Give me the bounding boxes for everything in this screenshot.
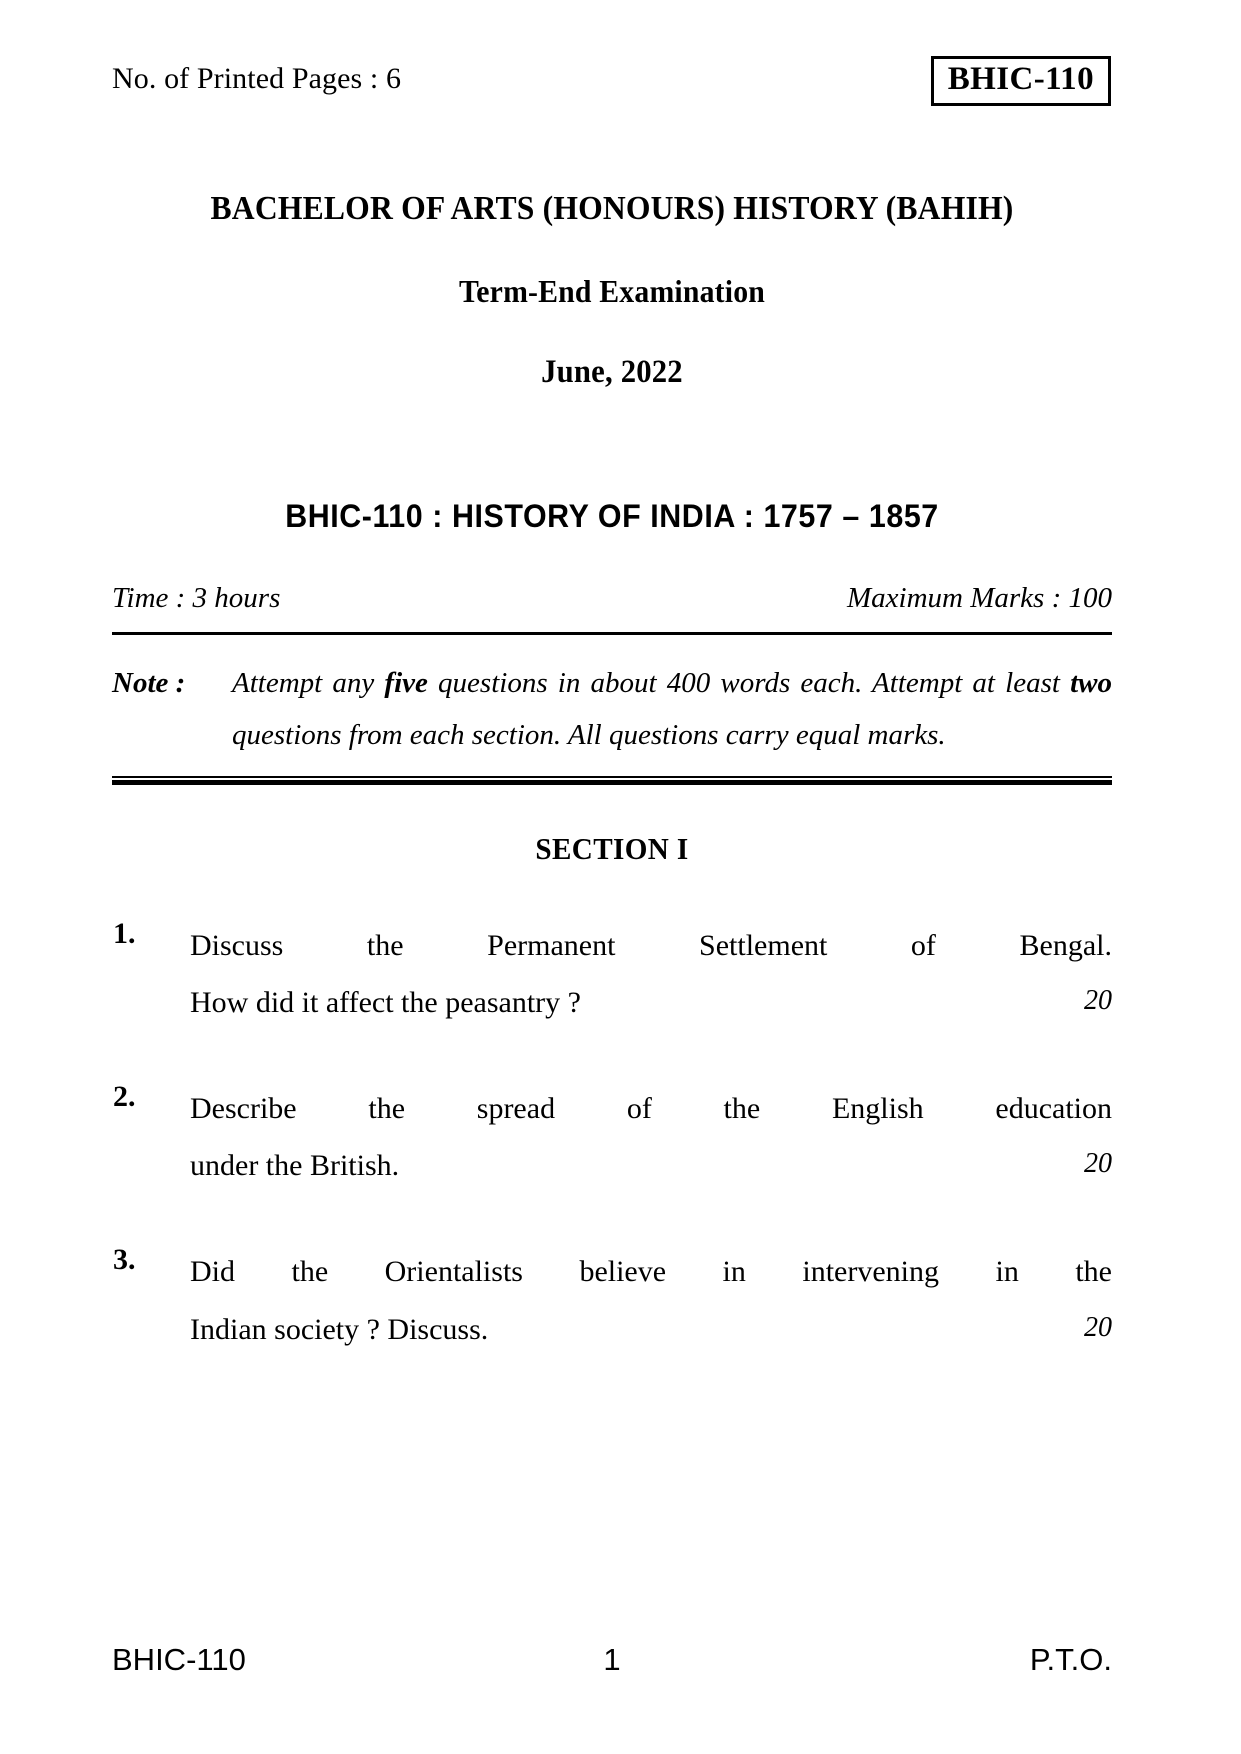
footer-page-number: 1	[603, 1642, 621, 1677]
question-text-line: Indian society ? Discuss.	[190, 1312, 489, 1346]
question-text-line: Discuss the Permanent Settlement of Bengal.	[190, 928, 1112, 962]
footer-paper-code: BHIC-110	[112, 1642, 246, 1677]
question-item	[112, 1080, 1112, 1195]
footer-pto-label: P.T.O.	[1029, 1642, 1112, 1677]
question-body	[190, 917, 1112, 1032]
note-emphasis-five: five	[384, 667, 428, 700]
printed-pages-label: No. of Printed Pages : 6	[112, 62, 402, 95]
page-content	[112, 0, 1112, 1406]
meta-divider-rule	[112, 632, 1112, 635]
time-allowed-label: Time : 3 hours	[112, 582, 281, 615]
note-text-part-1: Attempt any	[232, 667, 385, 700]
question-last-line-row	[190, 1301, 1112, 1359]
question-number: 2.	[113, 1079, 136, 1113]
question-text-line: Describe the spread of the English education	[190, 1091, 1112, 1125]
note-divider-double-rule	[112, 776, 1112, 785]
paper-code-label: BHIC-110	[947, 61, 1094, 97]
question-marks: 20	[1084, 1148, 1112, 1180]
question-body	[190, 1243, 1112, 1358]
note-block	[112, 657, 1112, 761]
note-text-part-2: questions in about 400 words each. Attempt at least	[427, 667, 1071, 700]
course-title-line: BHIC-110 : HISTORY OF INDIA : 1757 – 1857	[285, 498, 939, 535]
note-label: Note :	[112, 667, 186, 700]
note-text	[232, 657, 1112, 761]
question-number: 3.	[113, 1242, 136, 1276]
note-text-part-3: questions from each section. All questions carry equal marks.	[232, 719, 946, 752]
question-last-line-row	[190, 974, 1112, 1032]
exam-date-title: June, 2022	[541, 354, 683, 391]
question-text-line: under the British.	[190, 1149, 400, 1183]
title-block	[112, 186, 1112, 391]
question-item	[112, 1243, 1112, 1358]
question-text-line: Did the Orientalists believe in intervening in the	[190, 1254, 1112, 1288]
maximum-marks-label: Maximum Marks : 100	[847, 582, 1112, 615]
question-text-line: How did it affect the peasantry ?	[190, 986, 581, 1020]
question-list	[112, 917, 1112, 1359]
paper-code-box	[931, 56, 1111, 106]
section-heading: SECTION I	[535, 830, 689, 866]
question-item	[112, 917, 1112, 1032]
page-header	[112, 56, 1112, 142]
page-footer	[112, 1642, 1112, 1682]
question-marks: 20	[1084, 985, 1112, 1017]
exam-meta-row	[112, 582, 1112, 622]
exam-type-title: Term-End Examination	[458, 273, 766, 310]
note-emphasis-two: two	[1070, 667, 1112, 700]
programme-title: BACHELOR OF ARTS (HONOURS) HISTORY (BAHIH)	[210, 190, 1014, 227]
question-body	[190, 1080, 1112, 1195]
question-number: 1.	[113, 916, 136, 950]
question-marks: 20	[1084, 1311, 1112, 1343]
question-last-line-row	[190, 1137, 1112, 1195]
